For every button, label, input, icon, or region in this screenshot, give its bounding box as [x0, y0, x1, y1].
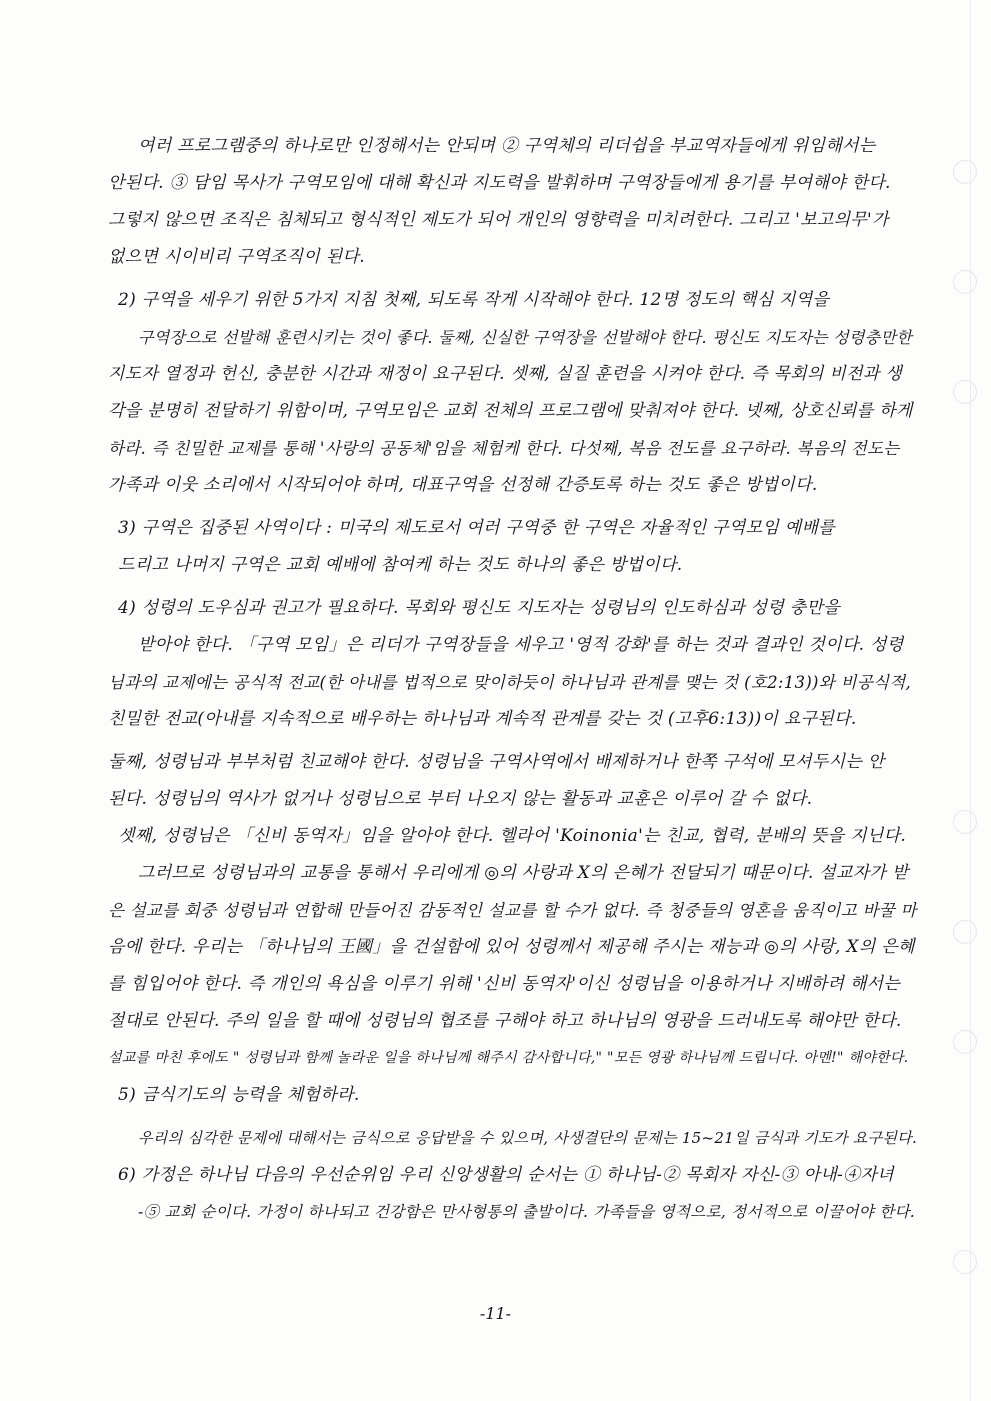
text-line: 님과의 교제에는 공식적 전교(한 아내를 법적으로 맞이하듯이 하나님과 관계를 맺는 것 (호2:13))와 비공식적, — [108, 673, 912, 692]
punch-hole — [953, 1030, 977, 1054]
text-line: 6) 가정은 하나님 다음의 우선순위임 우리 신앙생활의 순서는 ① 하나님-② 목회자 자신-③ 아내-④자녀 — [118, 1165, 894, 1185]
text-line: -⑤ 교회 순이다. 가정이 하나되고 건강함은 만사형통의 출발이다. 가족들을 영적으로, 정서적으로 이끌어야 한다. — [138, 1203, 915, 1221]
text-line: 하라. 즉 친밀한 교제를 통해 '사랑의 공동체'임을 체험케 한다. 다섯째, 복음 전도를 요구하라. 복음의 전도는 — [108, 439, 900, 458]
text-line: 은 설교를 회중 성령님과 연합해 만들어진 감동적인 설교를 할 수가 없다. 즉 청중들의 영혼을 움직이고 바꿀 마 — [108, 901, 917, 920]
scan-margin — [947, 0, 991, 1401]
punch-hole — [953, 810, 977, 834]
text-line: 그렇지 않으면 조직은 침체되고 형식적인 제도가 되어 개인의 영향력을 미치려한다. 그리고 '보고의무'가 — [108, 210, 889, 230]
text-line: 5) 금식기도의 능력을 체험하라. — [118, 1085, 360, 1105]
text-line: 없으면 시이비리 구역조직이 된다. — [108, 247, 365, 267]
text-line: 음에 한다. 우리는 「하나님의 王國」을 건설함에 있어 성령께서 제공해 주시는 재능과 ◎의 사랑, X의 은혜 — [108, 937, 915, 957]
page-number: -11- — [479, 1304, 512, 1323]
text-line: 3) 구역은 집중된 사역이다 : 미국의 제도로서 여러 구역중 한 구역은 자율적인 구역모임 예배를 — [118, 518, 835, 538]
text-line: 지도자 열정과 헌신, 충분한 시간과 재정이 요구된다. 셋째, 실질 훈련을 시켜야 한다. 즉 목회의 비전과 생 — [108, 364, 902, 384]
handwritten-text-body — [108, 128, 920, 1231]
text-line: 가족과 이웃 소리에서 시작되어야 하며, 대표구역을 선정해 간증토록 하는 것도 좋은 방법이다. — [108, 475, 818, 495]
text-line: 절대로 안된다. 주의 일을 할 때에 성령님의 협조를 구해야 하고 하나님의 영광을 드러내도록 해야만 한다. — [108, 1011, 902, 1031]
text-line: 를 힘입어야 한다. 즉 개인의 욕심을 이루기 위해 '신비 동역자'이신 성령님을 이용하거나 지배하려 해서는 — [108, 974, 901, 994]
punch-hole — [953, 270, 977, 294]
text-line: 구역장으로 선발해 훈련시키는 것이 좋다. 둘째, 신실한 구역장을 선발해야 한다. 평신도 지도자는 성령충만한 — [138, 328, 913, 347]
binding-edge — [970, 0, 971, 1401]
text-line: 된다. 성령님의 역사가 없거나 성령님으로 부터 나오지 않는 활동과 교훈은 이루어 갈 수 없다. — [108, 789, 813, 809]
text-line: 2) 구역을 세우기 위한 5가지 지침 첫째, 되도록 작게 시작해야 한다. 12명 정도의 핵심 지역을 — [118, 290, 830, 310]
text-line: 친밀한 전교(아내를 지속적으로 배우하는 하나님과 계속적 관계를 갖는 것 (고후6:13))이 요구된다. — [108, 709, 857, 729]
text-line: 둘째, 성령님과 부부처럼 친교해야 한다. 성령님을 구역사역에서 배제하거나 한쪽 구석에 모셔두시는 안 — [108, 752, 885, 772]
text-line: 각을 분명히 전달하기 위함이며, 구역모임은 교회 전체의 프로그램에 맞춰져야 한다. 넷째, 상호신뢰를 하게 — [108, 401, 913, 421]
text-line: 그러므로 성령님과의 교통을 통해서 우리에게 ◎의 사랑과 X의 은혜가 전달되기 때문이다. 설교자가 받 — [138, 863, 909, 883]
punch-hole — [953, 920, 977, 944]
punch-hole — [953, 1250, 977, 1274]
punch-hole — [953, 380, 977, 404]
text-line: 셋째, 성령님은 「신비 동역자」임을 알아야 한다. 헬라어 'Koinonia'는 친교, 협력, 분배의 뜻을 지닌다. — [118, 826, 907, 846]
text-line: 안된다. ③ 담임 목사가 구역모임에 대해 확신과 지도력을 발휘하며 구역장들에게 용기를 부여해야 한다. — [108, 173, 891, 193]
text-line: 드리고 나머지 구역은 교회 예배에 참여케 하는 것도 하나의 좋은 방법이다. — [118, 555, 683, 575]
text-line: 여러 프로그램중의 하나로만 인정해서는 안되며 ② 구역체의 리더쉽을 부교역자들에게 위임해서는 — [138, 136, 876, 156]
text-line: 4) 성령의 도우심과 권고가 필요하다. 목회와 평신도 지도자는 성령님의 인도하심과 성령 충만을 — [118, 598, 840, 618]
text-line: 받아야 한다. 「구역 모임」은 리더가 구역장들을 세우고 '영적 강화'를 하는 것과 결과인 것이다. 성령 — [138, 635, 904, 655]
text-line: 우리의 심각한 문제에 대해서는 금식으로 응답받을 수 있으며, 사생결단의 문제는 15~21일 금식과 기도가 요구된다. — [138, 1129, 918, 1147]
text-line: 설교를 마친 후에도 " 성령님과 함께 놀라운 일을 하나님께 해주시 감사합니다," "모든 영광 하나님께 드립니다. 아멘!" 해야한다. — [108, 1050, 909, 1066]
punch-hole — [953, 160, 977, 184]
